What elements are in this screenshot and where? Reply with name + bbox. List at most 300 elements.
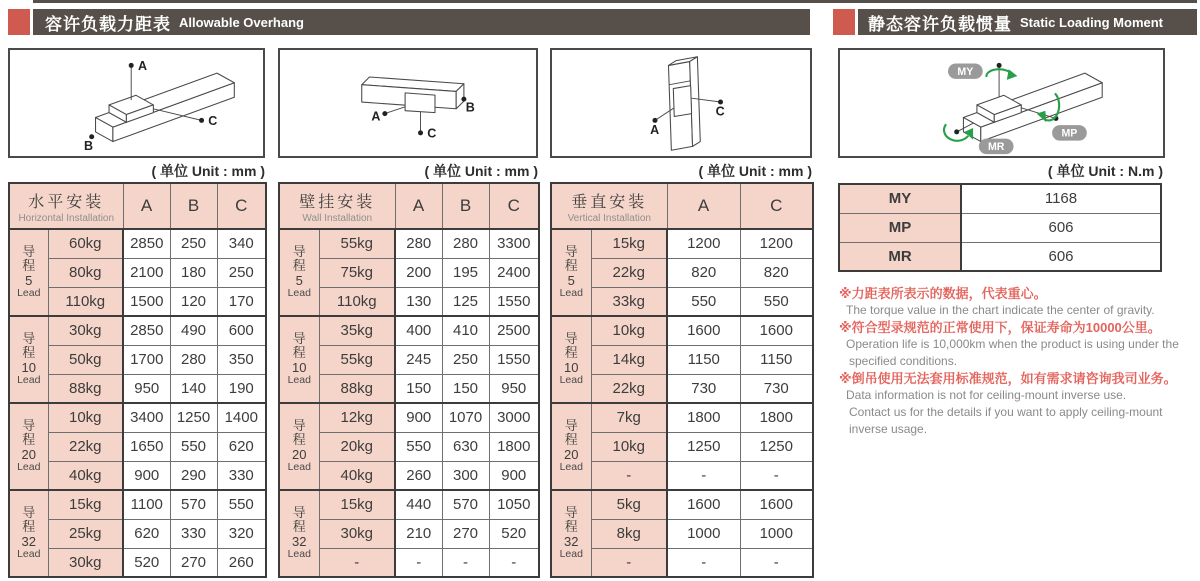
value-cell: 320: [217, 519, 266, 548]
table-header-row: [551, 183, 813, 229]
top-divider: [33, 0, 1197, 3]
table-row: [551, 229, 813, 258]
lead-char: 导: [22, 417, 36, 433]
note-zh-line: ※符合型录规范的正常使用下，保证寿命为10000公里。: [839, 320, 1161, 335]
table-row: [9, 345, 266, 374]
column-header: C: [489, 183, 539, 229]
load-cell: 30kg: [48, 316, 123, 345]
lead-label-zh: [10, 332, 48, 361]
note-en-line: Contact us for the details if you want to apply ceiling-mount: [849, 405, 1163, 419]
lead-cell: [551, 316, 591, 403]
value-cell: 1400: [217, 403, 266, 432]
value-cell: 290: [170, 461, 217, 490]
value-cell: 550: [170, 432, 217, 461]
value-cell: 550: [740, 287, 813, 316]
load-cell: -: [591, 548, 667, 577]
label-c: C: [427, 126, 437, 141]
lead-label-en: Lead: [559, 374, 583, 387]
moment-value: 606: [961, 213, 1161, 242]
lead-char: 导: [564, 243, 578, 259]
value-cell: 950: [489, 374, 539, 403]
lead-number: 10: [21, 359, 36, 375]
value-cell: 350: [217, 345, 266, 374]
lead-label-zh: [10, 506, 48, 535]
value-cell: 900: [123, 461, 170, 490]
value-cell: 1600: [667, 490, 740, 519]
vertical-installation-table: [550, 182, 814, 578]
note-item: [839, 370, 1197, 438]
lead-char: 导: [22, 330, 36, 346]
table-title-en: Wall Installation: [302, 212, 373, 224]
lead-label-en: Lead: [559, 287, 583, 300]
load-cell: 110kg: [319, 287, 395, 316]
lead-cell: [551, 403, 591, 490]
lead-number: 5: [295, 272, 303, 288]
table-row: [9, 548, 266, 577]
load-cell: 110kg: [48, 287, 123, 316]
lead-cell: [279, 403, 319, 490]
note-zh-line: ※力距表所表示的数据，代表重心。: [839, 286, 1047, 301]
value-cell: 1800: [667, 403, 740, 432]
column-header: A: [667, 183, 740, 229]
value-cell: 2850: [123, 229, 170, 258]
lead-char: 导: [564, 417, 578, 433]
load-cell: 10kg: [591, 432, 667, 461]
moment-row: [839, 213, 1161, 242]
load-cell: 55kg: [319, 229, 395, 258]
note-en-line: specified conditions.: [849, 354, 958, 368]
lead-char: 导: [292, 330, 306, 346]
table-row: [9, 374, 266, 403]
table-row: [279, 403, 539, 432]
value-cell: 270: [442, 519, 489, 548]
table-row: [279, 490, 539, 519]
value-cell: 120: [170, 287, 217, 316]
lead-cell: [9, 403, 48, 490]
table-title-zh: 垂直安装: [571, 193, 648, 211]
table-row: [551, 403, 813, 432]
value-cell: 550: [667, 287, 740, 316]
table-row: [9, 519, 266, 548]
value-cell: 900: [395, 403, 442, 432]
unit-label-moment: ( 单位 Unit : N.m ): [1047, 163, 1163, 179]
lead-label-en: Lead: [17, 461, 41, 474]
unit-label-horizontal: ( 单位 Unit : mm ): [151, 163, 265, 179]
value-cell: 1150: [740, 345, 813, 374]
value-cell: 1650: [123, 432, 170, 461]
note-en-line: Data information is not for ceiling-mount inverse use.: [846, 388, 1127, 402]
moment-rail-drawing: [840, 50, 1163, 156]
lead-number: 32: [292, 533, 307, 549]
value-cell: 1250: [170, 403, 217, 432]
mr-badge-label: MR: [987, 141, 1005, 154]
accent-square-left: [8, 9, 30, 35]
lead-char: 导: [564, 330, 578, 346]
load-cell: 10kg: [48, 403, 123, 432]
value-cell: 300: [442, 461, 489, 490]
load-cell: 15kg: [591, 229, 667, 258]
value-cell: 520: [489, 519, 539, 548]
value-cell: 330: [170, 519, 217, 548]
table-row: [551, 548, 813, 577]
lead-label-zh: [280, 245, 319, 274]
value-cell: 280: [442, 229, 489, 258]
lead-cell: [551, 490, 591, 577]
note-item: [839, 285, 1197, 319]
wall-rail-drawing: [280, 50, 536, 156]
value-cell: 1200: [740, 229, 813, 258]
lead-label-en: Lead: [287, 548, 311, 561]
lead-number: 32: [21, 533, 36, 549]
lead-label-zh: [280, 419, 319, 448]
table-row: [551, 374, 813, 403]
value-cell: 150: [395, 374, 442, 403]
value-cell: 2850: [123, 316, 170, 345]
load-cell: 40kg: [319, 461, 395, 490]
wall-installation-table: [278, 182, 540, 578]
load-cell: 22kg: [591, 374, 667, 403]
load-cell: 88kg: [48, 374, 123, 403]
load-cell: 5kg: [591, 490, 667, 519]
value-cell: -: [489, 548, 539, 577]
lead-char: 导: [22, 243, 36, 259]
value-cell: 490: [170, 316, 217, 345]
value-cell: 1150: [667, 345, 740, 374]
value-cell: 620: [217, 432, 266, 461]
value-cell: 190: [217, 374, 266, 403]
moment-label: MR: [839, 242, 961, 271]
table-row: [9, 490, 266, 519]
lead-cell: [9, 316, 48, 403]
value-cell: -: [667, 461, 740, 490]
table-row: [551, 432, 813, 461]
value-cell: 250: [217, 258, 266, 287]
moment-row: [839, 184, 1161, 213]
value-cell: 730: [667, 374, 740, 403]
value-cell: 1550: [489, 345, 539, 374]
value-cell: 520: [123, 548, 170, 577]
value-cell: 260: [217, 548, 266, 577]
lead-label-en: Lead: [287, 461, 311, 474]
label-b: B: [83, 139, 94, 154]
value-cell: 1000: [667, 519, 740, 548]
label-c: C: [208, 114, 218, 129]
value-cell: 1100: [123, 490, 170, 519]
load-cell: 8kg: [591, 519, 667, 548]
value-cell: 1200: [667, 229, 740, 258]
value-cell: 180: [170, 258, 217, 287]
mp-badge-label: MP: [1061, 127, 1078, 140]
lead-char: 程: [292, 258, 306, 274]
table-row: [9, 229, 266, 258]
label-a: A: [137, 59, 147, 74]
value-cell: 1500: [123, 287, 170, 316]
horizontal-rail-drawing: [10, 50, 263, 156]
table-row: [551, 519, 813, 548]
note-en-line: Operation life is 10,000km when the product is using under the: [846, 337, 1179, 351]
lead-char: 导: [292, 243, 306, 259]
lead-char: 程: [564, 345, 578, 361]
note-en-line: The torque value in the chart indicate the center of gravity.: [846, 303, 1155, 317]
table-row: [9, 258, 266, 287]
section-title-en: Allowable Overhang: [179, 14, 304, 30]
value-cell: -: [442, 548, 489, 577]
table-row: [9, 461, 266, 490]
value-cell: 2400: [489, 258, 539, 287]
unit-label-vertical: ( 单位 Unit : mm ): [698, 163, 812, 179]
value-cell: 130: [395, 287, 442, 316]
value-cell: 2100: [123, 258, 170, 287]
column-header: B: [442, 183, 489, 229]
note-en-block: [839, 336, 1197, 370]
diagram-static-loading-moment: [838, 48, 1165, 158]
lead-label-zh: [552, 332, 591, 361]
lead-label-en: Lead: [17, 548, 41, 561]
load-cell: 80kg: [48, 258, 123, 287]
notes: [839, 285, 1197, 438]
column-header: C: [217, 183, 266, 229]
value-cell: 1600: [667, 316, 740, 345]
value-cell: 340: [217, 229, 266, 258]
value-cell: 1070: [442, 403, 489, 432]
value-cell: 630: [442, 432, 489, 461]
value-cell: -: [740, 548, 813, 577]
lead-number: 20: [21, 446, 36, 462]
value-cell: 245: [395, 345, 442, 374]
value-cell: 550: [217, 490, 266, 519]
lead-number: 20: [292, 446, 307, 462]
value-cell: 3400: [123, 403, 170, 432]
note-en-block: [839, 302, 1197, 319]
value-cell: 250: [442, 345, 489, 374]
lead-char: 导: [564, 504, 578, 520]
section-title-zh: 容许负载力距表: [45, 14, 171, 34]
value-cell: 2500: [489, 316, 539, 345]
load-cell: 50kg: [48, 345, 123, 374]
unit-label-wall: ( 单位 Unit : mm ): [424, 163, 538, 179]
load-cell: 12kg: [319, 403, 395, 432]
value-cell: 900: [489, 461, 539, 490]
lead-cell: [279, 229, 319, 316]
lead-char: 程: [22, 258, 36, 274]
lead-char: 导: [292, 417, 306, 433]
lead-number: 5: [567, 272, 575, 288]
value-cell: 280: [395, 229, 442, 258]
value-cell: 550: [395, 432, 442, 461]
table-title: [279, 183, 395, 229]
load-cell: 7kg: [591, 403, 667, 432]
value-cell: -: [740, 461, 813, 490]
note-en-line: inverse usage.: [849, 422, 928, 436]
table-row: [279, 229, 539, 258]
lead-char: 程: [22, 519, 36, 535]
lead-cell: [551, 229, 591, 316]
diagram-horizontal-installation: [8, 48, 265, 158]
value-cell: 1600: [740, 316, 813, 345]
value-cell: 1700: [123, 345, 170, 374]
table-header-row: [279, 183, 539, 229]
column-header: A: [395, 183, 442, 229]
moment-label: MP: [839, 213, 961, 242]
value-cell: 570: [442, 490, 489, 519]
load-cell: 15kg: [319, 490, 395, 519]
load-cell: -: [591, 461, 667, 490]
accent-square-right: [833, 9, 855, 35]
lead-cell: [279, 316, 319, 403]
note-en-block: [839, 387, 1197, 438]
lead-label-zh: [552, 245, 591, 274]
moment-row: [839, 242, 1161, 271]
lead-label-zh: [10, 419, 48, 448]
value-cell: -: [395, 548, 442, 577]
section-header-allowable-overhang: [33, 9, 810, 35]
value-cell: 200: [395, 258, 442, 287]
value-cell: 270: [170, 548, 217, 577]
moment-label: MY: [839, 184, 961, 213]
lead-char: 导: [292, 504, 306, 520]
load-cell: 35kg: [319, 316, 395, 345]
value-cell: 410: [442, 316, 489, 345]
load-cell: -: [319, 548, 395, 577]
value-cell: 150: [442, 374, 489, 403]
value-cell: 330: [217, 461, 266, 490]
lead-number: 10: [292, 359, 307, 375]
value-cell: 3000: [489, 403, 539, 432]
value-cell: 3300: [489, 229, 539, 258]
table-row: [551, 345, 813, 374]
table-row: [551, 490, 813, 519]
value-cell: 195: [442, 258, 489, 287]
section-title-zh: 静态容许负载惯量: [868, 14, 1012, 34]
value-cell: 730: [740, 374, 813, 403]
diagram-wall-installation: [278, 48, 538, 158]
value-cell: 125: [442, 287, 489, 316]
load-cell: 14kg: [591, 345, 667, 374]
value-cell: 1600: [740, 490, 813, 519]
value-cell: 140: [170, 374, 217, 403]
table-row: [9, 432, 266, 461]
lead-label-en: Lead: [17, 374, 41, 387]
load-cell: 30kg: [319, 519, 395, 548]
lead-char: 程: [292, 519, 306, 535]
vertical-rail-drawing: [552, 50, 810, 156]
value-cell: 820: [740, 258, 813, 287]
section-title-en: Static Loading Moment: [1020, 14, 1163, 30]
lead-char: 程: [564, 519, 578, 535]
load-cell: 75kg: [319, 258, 395, 287]
load-cell: 15kg: [48, 490, 123, 519]
lead-label-en: Lead: [287, 374, 311, 387]
moment-value: 606: [961, 242, 1161, 271]
lead-char: 程: [564, 432, 578, 448]
load-cell: 55kg: [319, 345, 395, 374]
load-cell: 22kg: [48, 432, 123, 461]
lead-cell: [9, 490, 48, 577]
lead-label-zh: [552, 419, 591, 448]
value-cell: 260: [395, 461, 442, 490]
table-row: [279, 316, 539, 345]
lead-label-en: Lead: [287, 287, 311, 300]
table-title-en: Vertical Installation: [567, 212, 651, 224]
value-cell: 620: [123, 519, 170, 548]
lead-label-en: Lead: [17, 287, 41, 300]
note-item: [839, 319, 1197, 370]
column-header: A: [123, 183, 170, 229]
load-cell: 33kg: [591, 287, 667, 316]
table-row: [9, 316, 266, 345]
load-cell: 10kg: [591, 316, 667, 345]
lead-label-zh: [552, 506, 591, 535]
table-row: [551, 258, 813, 287]
lead-char: 程: [292, 432, 306, 448]
lead-number: 32: [564, 533, 579, 549]
table-row: [551, 461, 813, 490]
section-header-static-loading-moment: [858, 9, 1197, 35]
lead-char: 程: [22, 432, 36, 448]
value-cell: 170: [217, 287, 266, 316]
moment-table: [838, 183, 1162, 272]
lead-char: 程: [292, 345, 306, 361]
value-cell: 950: [123, 374, 170, 403]
value-cell: 1050: [489, 490, 539, 519]
load-cell: 60kg: [48, 229, 123, 258]
label-a: A: [371, 109, 381, 124]
diagram-vertical-installation: [550, 48, 812, 158]
lead-label-zh: [10, 245, 48, 274]
lead-number: 5: [25, 272, 33, 288]
label-c: C: [715, 104, 725, 119]
moment-value: 1168: [961, 184, 1161, 213]
value-cell: 1250: [740, 432, 813, 461]
lead-number: 10: [564, 359, 579, 375]
column-header: B: [170, 183, 217, 229]
note-zh-line: ※倒吊使用无法套用标准规范，如有需求请咨询我司业务。: [839, 371, 1177, 386]
lead-cell: [9, 229, 48, 316]
load-cell: 30kg: [48, 548, 123, 577]
table-row: [551, 316, 813, 345]
value-cell: 440: [395, 490, 442, 519]
column-header: C: [740, 183, 813, 229]
lead-char: 程: [22, 345, 36, 361]
value-cell: 1250: [667, 432, 740, 461]
load-cell: 22kg: [591, 258, 667, 287]
load-cell: 88kg: [319, 374, 395, 403]
value-cell: 820: [667, 258, 740, 287]
lead-label-en: Lead: [559, 548, 583, 561]
value-cell: 250: [170, 229, 217, 258]
lead-cell: [279, 490, 319, 577]
value-cell: 210: [395, 519, 442, 548]
horizontal-installation-table: [8, 182, 267, 578]
value-cell: 600: [217, 316, 266, 345]
table-row: [551, 287, 813, 316]
lead-label-zh: [280, 506, 319, 535]
lead-char: 导: [22, 504, 36, 520]
value-cell: 570: [170, 490, 217, 519]
table-header-row: [9, 183, 266, 229]
lead-char: 程: [564, 258, 578, 274]
table-title: [9, 183, 123, 229]
table-title-zh: 水平安装: [28, 193, 105, 211]
value-cell: 1000: [740, 519, 813, 548]
label-b: B: [465, 100, 475, 115]
value-cell: 1550: [489, 287, 539, 316]
value-cell: 1800: [740, 403, 813, 432]
table-row: [9, 287, 266, 316]
label-a: A: [650, 122, 660, 137]
load-cell: 40kg: [48, 461, 123, 490]
lead-label-zh: [280, 332, 319, 361]
